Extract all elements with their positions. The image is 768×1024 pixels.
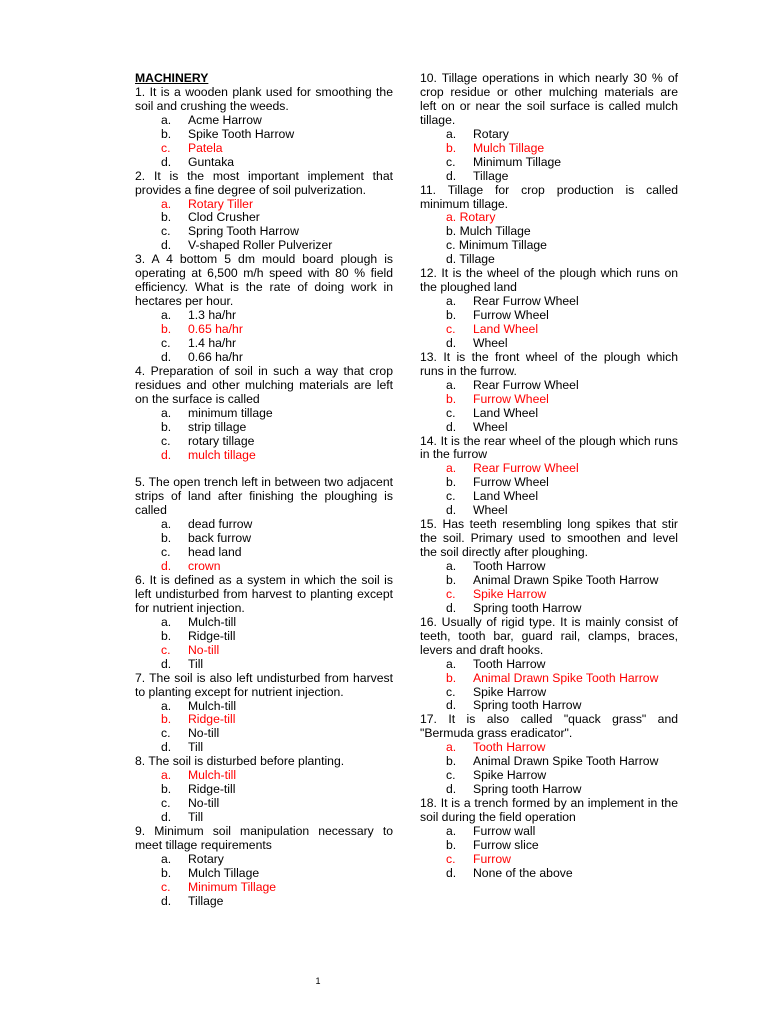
question-text: 3. A 4 bottom 5 dm mould board plough is operating at 6,500 m/h speed with 80 % field efficiency. What is the rate of doing work in hectares per hour. xyxy=(135,252,393,309)
answer-option xyxy=(135,616,393,630)
option-text: Minimum Tillage xyxy=(458,238,547,253)
option-text: Animal Drawn Spike Tooth Harrow xyxy=(473,670,659,685)
question-text: 12. It is the wheel of the plough which runs on the ploughed land xyxy=(420,266,678,295)
option-letter: a. xyxy=(446,559,457,574)
option-text: back furrow xyxy=(188,531,251,546)
option-letter: c. xyxy=(446,851,456,866)
option-text: rotary tillage xyxy=(188,433,255,448)
answer-option xyxy=(135,337,393,351)
option-text: Mulch-till xyxy=(188,614,237,629)
option-text: Rotary xyxy=(473,126,509,141)
option-text: Tooth Harrow xyxy=(473,656,546,671)
option-letter: b. xyxy=(161,628,172,643)
answer-option xyxy=(420,253,678,267)
option-letter: a. xyxy=(161,196,172,211)
option-letter: b. xyxy=(446,754,457,769)
option-text: Till xyxy=(188,810,204,825)
option-text: Rotary xyxy=(188,851,224,866)
question-text: 11. Tillage for crop production is called minimum tillage. xyxy=(420,182,678,211)
option-letter: d. xyxy=(161,656,172,671)
option-letter: c. xyxy=(446,684,456,699)
option-text: Rotary xyxy=(459,210,496,225)
answer-option xyxy=(420,239,678,253)
option-text: minimum tillage xyxy=(188,405,273,420)
answer-option-correct xyxy=(135,769,393,783)
question-text: 2. It is the most important implement that provides a fine degree of soil pulverization. xyxy=(135,168,393,197)
option-text: None of the above xyxy=(473,865,573,880)
option-text: Minimum Tillage xyxy=(188,879,277,894)
question-text: 8. The soil is disturbed before planting. xyxy=(135,754,345,769)
answer-option xyxy=(420,407,678,421)
option-text: No-till xyxy=(188,796,220,811)
option-text: Spike Harrow xyxy=(473,684,547,699)
option-letter: c. xyxy=(446,586,456,601)
answer-option-correct xyxy=(420,853,678,867)
answer-option xyxy=(420,225,678,239)
option-letter: c. xyxy=(161,140,171,155)
option-letter: c. xyxy=(161,796,171,811)
answer-option-correct xyxy=(420,323,678,337)
option-text: Land Wheel xyxy=(473,322,539,336)
option-letter: c. xyxy=(446,489,456,504)
option-text: Minimum Tillage xyxy=(473,154,562,169)
answer-option-correct xyxy=(135,198,393,212)
question-text: 13. It is the front wheel of the plough which runs in the furrow. xyxy=(420,349,678,378)
answer-option xyxy=(420,686,678,700)
answer-option-correct xyxy=(135,142,393,156)
option-text: Clod Crusher xyxy=(188,210,260,225)
option-letter: b. xyxy=(446,572,457,587)
option-letter: b. xyxy=(161,126,172,141)
blank-line xyxy=(135,462,393,476)
option-text: Spike Tooth Harrow xyxy=(188,126,295,141)
option-letter: b. xyxy=(161,210,172,225)
option-letter: d. xyxy=(161,893,172,908)
answer-option xyxy=(420,170,678,184)
question-text: 7. The soil is also left undisturbed from harvest to planting except for nutrient injection. xyxy=(135,670,393,699)
answer-option xyxy=(420,839,678,853)
answer-option xyxy=(135,225,393,239)
option-text: Acme Harrow xyxy=(188,112,262,127)
option-letter: b. xyxy=(446,308,457,323)
option-letter: b. xyxy=(446,475,457,490)
option-text: Till xyxy=(188,656,204,671)
option-text: Furrow xyxy=(473,851,511,866)
answer-option xyxy=(420,755,678,769)
option-letter: d. xyxy=(446,503,457,518)
question-text: 14. It is the rear wheel of the plough which runs in the furrow xyxy=(420,433,678,462)
answer-option xyxy=(135,867,393,881)
option-letter: d. xyxy=(161,154,172,169)
answer-option xyxy=(420,560,678,574)
option-letter: a. xyxy=(446,461,457,476)
option-text: Tillage xyxy=(188,893,224,908)
option-text: V-shaped Roller Pulverizer xyxy=(188,238,333,253)
answer-option xyxy=(420,337,678,351)
option-text: No-till xyxy=(188,726,220,741)
option-text: mulch tillage xyxy=(188,447,256,462)
option-letter: c. xyxy=(161,335,171,350)
answer-option xyxy=(135,309,393,323)
option-letter: a. xyxy=(446,126,457,141)
answer-option xyxy=(135,156,393,170)
answer-option xyxy=(135,853,393,867)
option-letter: a. xyxy=(446,823,457,838)
option-letter: c. xyxy=(161,224,171,239)
option-letter: c. xyxy=(446,322,456,336)
option-letter: a. xyxy=(161,517,172,532)
option-letter: c. xyxy=(446,768,456,783)
option-letter: b. xyxy=(161,531,172,546)
answer-option xyxy=(135,532,393,546)
option-text: Ridge-till xyxy=(188,782,236,797)
option-text: Till xyxy=(188,740,204,755)
question-text: 10. Tillage operations in which nearly 30 % of crop residue or other mulching materials are left on or near the soil surface is called mulch tillage. xyxy=(420,71,678,127)
option-letter: d. xyxy=(446,335,457,350)
answer-option xyxy=(135,518,393,532)
option-letter: d. xyxy=(161,559,172,574)
answer-option xyxy=(135,128,393,142)
option-text: Mulch Tillage xyxy=(473,140,545,155)
answer-option-correct xyxy=(420,142,678,156)
option-text: Furrow Wheel xyxy=(473,308,549,323)
option-text: Patela xyxy=(188,140,223,155)
answer-option xyxy=(420,128,678,142)
answer-option xyxy=(135,727,393,741)
option-letter: d. xyxy=(446,419,457,434)
option-text: Rear Furrow Wheel xyxy=(473,377,579,392)
option-letter: c. xyxy=(446,238,456,253)
option-text: 1.4 ha/hr xyxy=(188,335,237,350)
option-text: dead furrow xyxy=(188,517,253,532)
option-letter: b. xyxy=(446,391,457,406)
answer-option-correct xyxy=(420,672,678,686)
option-letter: d. xyxy=(161,810,172,825)
option-text: Spike Harrow xyxy=(473,586,547,601)
option-text: Furrow Wheel xyxy=(473,391,549,406)
question-text: 9. Minimum soil manipulation necessary to meet tillage requirements xyxy=(135,823,393,852)
answer-option xyxy=(135,351,393,365)
option-letter: c. xyxy=(446,405,456,420)
option-letter: a. xyxy=(161,308,172,323)
left-column xyxy=(135,72,393,909)
option-letter: c. xyxy=(161,642,171,657)
option-text: Furrow slice xyxy=(473,837,539,852)
option-letter: d. xyxy=(446,782,457,797)
option-text: Mulch Tillage xyxy=(459,224,531,239)
option-text: head land xyxy=(188,545,242,560)
option-text: Furrow wall xyxy=(473,823,536,838)
answer-option-correct xyxy=(420,741,678,755)
answer-option xyxy=(135,630,393,644)
question-text: 1. It is a wooden plank used for smoothing the soil and crushing the weeds. xyxy=(135,84,393,113)
question-text: 6. It is defined as a system in which the soil is left undisturbed from harvest to planting except for nutrient injection. xyxy=(135,572,393,615)
option-letter: a. xyxy=(446,210,457,225)
option-text: Tillage xyxy=(459,252,495,267)
option-text: Mulch Tillage xyxy=(188,865,260,880)
question-text: 5. The open trench left in between two adjacent strips of land after finishing the ploughing is called xyxy=(135,475,393,518)
question-text: 15. Has teeth resembling long spikes that stir the soil. Primary used to smoothen and level the soil directly after ploughing. xyxy=(420,517,678,560)
option-letter: b. xyxy=(446,837,457,852)
option-letter: c. xyxy=(161,726,171,741)
option-letter: a. xyxy=(446,294,457,309)
option-text: Spring tooth Harrow xyxy=(473,698,582,713)
right-column xyxy=(420,72,678,881)
option-text: Spring tooth Harrow xyxy=(473,782,582,797)
option-text: Animal Drawn Spike Tooth Harrow xyxy=(473,572,659,587)
option-text: Rotary Tiller xyxy=(188,196,254,211)
answer-option xyxy=(135,421,393,435)
answer-option xyxy=(135,700,393,714)
option-letter: a. xyxy=(161,614,172,629)
option-text: Land Wheel xyxy=(473,405,539,420)
question-text: 17. It is also called "quack grass" and "Bermuda grass eradicator". xyxy=(420,712,678,741)
answer-option xyxy=(420,699,678,713)
answer-option-correct xyxy=(420,211,678,225)
option-letter: a. xyxy=(446,656,457,671)
option-letter: d. xyxy=(446,168,457,183)
answer-option-correct xyxy=(135,560,393,574)
option-text: Ridge-till xyxy=(188,628,236,643)
answer-option xyxy=(420,156,678,170)
option-text: Animal Drawn Spike Tooth Harrow xyxy=(473,754,659,769)
answer-option xyxy=(135,797,393,811)
answer-option xyxy=(420,295,678,309)
answer-option xyxy=(420,658,678,672)
option-letter: a. xyxy=(446,377,457,392)
question-text: 16. Usually of rigid type. It is mainly consist of teeth, tooth bar, guard rail, clamps, braces, levers and draft hooks. xyxy=(420,614,678,657)
option-text: Tooth Harrow xyxy=(473,559,546,574)
option-text: Mulch-till xyxy=(188,768,237,783)
answer-option xyxy=(420,421,678,435)
answer-option xyxy=(135,239,393,253)
answer-option xyxy=(420,476,678,490)
option-letter: a. xyxy=(446,740,457,755)
answer-option xyxy=(135,114,393,128)
option-letter: d. xyxy=(446,252,457,267)
option-letter: b. xyxy=(161,712,172,727)
option-text: Tillage xyxy=(473,168,509,183)
option-text: Ridge-till xyxy=(188,712,236,727)
option-text: Tooth Harrow xyxy=(473,740,546,755)
answer-option-correct xyxy=(135,713,393,727)
option-letter: a. xyxy=(161,405,172,420)
option-text: crown xyxy=(188,559,221,574)
option-text: 0.66 ha/hr xyxy=(188,349,243,364)
option-letter: d. xyxy=(161,349,172,364)
option-text: Wheel xyxy=(473,503,508,518)
answer-option xyxy=(420,379,678,393)
option-letter: b. xyxy=(161,782,172,797)
option-text: Mulch-till xyxy=(188,698,237,713)
option-letter: d. xyxy=(161,447,172,462)
option-letter: b. xyxy=(161,865,172,880)
option-letter: d. xyxy=(446,698,457,713)
option-text: Spring tooth Harrow xyxy=(473,600,582,615)
option-letter: a. xyxy=(161,851,172,866)
question-text: 18. It is a trench formed by an implement in the soil during the field operation xyxy=(420,796,678,825)
answer-option-correct xyxy=(135,323,393,337)
option-text: strip tillage xyxy=(188,419,247,434)
answer-option xyxy=(420,490,678,504)
option-letter: b. xyxy=(161,419,172,434)
answer-option xyxy=(135,783,393,797)
answer-option-correct xyxy=(135,881,393,895)
answer-option xyxy=(420,602,678,616)
answer-option xyxy=(135,435,393,449)
option-text: Rear Furrow Wheel xyxy=(473,461,579,476)
answer-option-correct xyxy=(420,462,678,476)
option-letter: c. xyxy=(161,433,171,448)
option-text: Spike Harrow xyxy=(473,768,547,783)
option-text: Furrow Wheel xyxy=(473,475,549,490)
answer-option xyxy=(135,895,393,909)
option-letter: b. xyxy=(446,670,457,685)
answer-option xyxy=(420,825,678,839)
option-text: Rear Furrow Wheel xyxy=(473,294,579,309)
option-letter: d. xyxy=(446,600,457,615)
answer-option xyxy=(135,811,393,825)
option-text: Land Wheel xyxy=(473,489,539,504)
option-letter: b. xyxy=(446,140,457,155)
option-text: 1.3 ha/hr xyxy=(188,308,237,323)
option-text: 0.65 ha/hr xyxy=(188,322,243,337)
page-number: 1 xyxy=(315,976,321,986)
option-text: Wheel xyxy=(473,335,508,350)
option-letter: a. xyxy=(161,112,172,127)
answer-option xyxy=(135,407,393,421)
option-text: Guntaka xyxy=(188,154,235,169)
option-letter: c. xyxy=(161,545,171,560)
option-letter: b. xyxy=(161,322,172,337)
option-letter: d. xyxy=(161,238,172,253)
question-text: 4. Preparation of soil in such a way that crop residues and other mulching materials are left on the surface is called xyxy=(135,363,393,406)
option-letter: a. xyxy=(161,768,172,783)
option-letter: a. xyxy=(161,698,172,713)
answer-option xyxy=(420,867,678,881)
option-letter: d. xyxy=(446,865,457,880)
page-heading: MACHINERY xyxy=(135,71,209,85)
answer-option xyxy=(135,741,393,755)
option-letter: b. xyxy=(446,224,457,239)
option-text: No-till xyxy=(188,642,220,657)
answer-option xyxy=(420,783,678,797)
option-text: Spring Tooth Harrow xyxy=(188,224,299,239)
answer-option-correct xyxy=(135,644,393,658)
option-letter: d. xyxy=(161,740,172,755)
answer-option xyxy=(420,309,678,323)
answer-option xyxy=(420,574,678,588)
answer-option-correct xyxy=(420,588,678,602)
answer-option xyxy=(135,658,393,672)
answer-option xyxy=(420,769,678,783)
answer-option-correct xyxy=(135,449,393,463)
answer-option-correct xyxy=(420,393,678,407)
option-text: Wheel xyxy=(473,419,508,434)
option-letter: c. xyxy=(161,879,171,894)
answer-option xyxy=(420,504,678,518)
option-letter: c. xyxy=(446,154,456,169)
answer-option xyxy=(135,211,393,225)
answer-option xyxy=(135,546,393,560)
